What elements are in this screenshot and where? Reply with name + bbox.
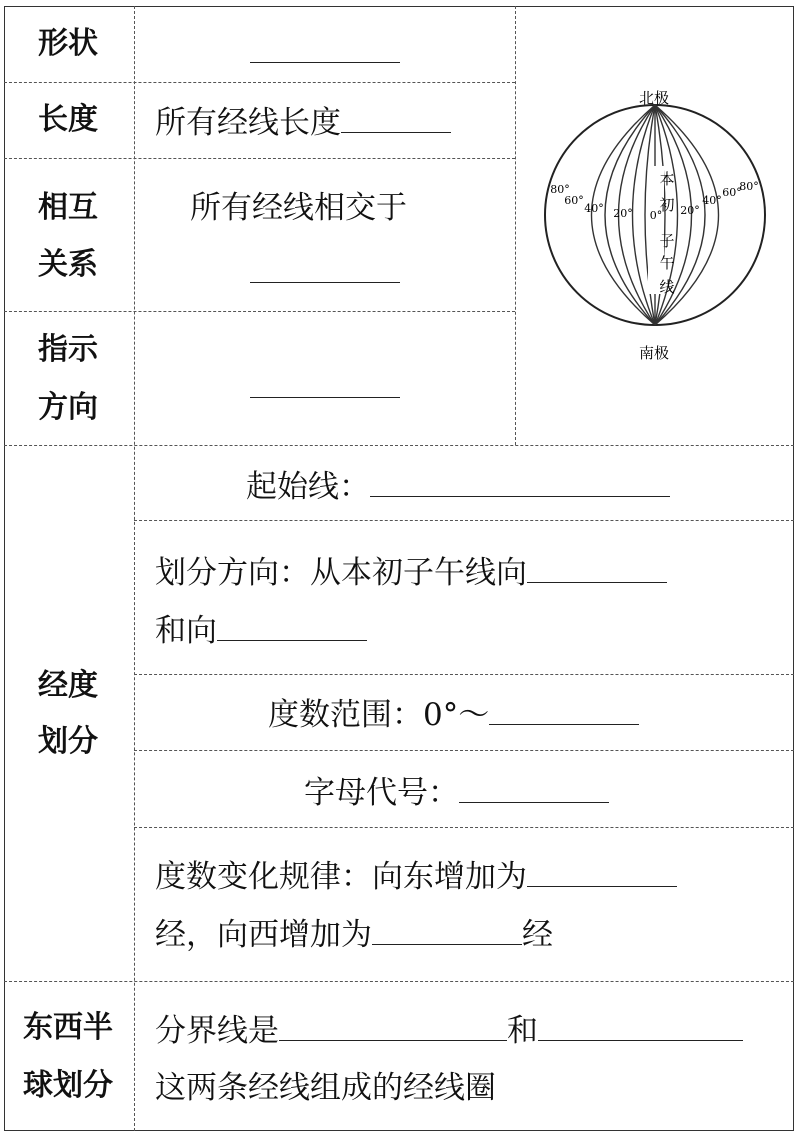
label-hemisphere-line2: 球划分: [23, 1068, 113, 1103]
divide-direction-blank-east[interactable]: [527, 552, 667, 583]
length-text: 所有经线长度: [155, 105, 341, 141]
range-text: 度数范围：0°～: [268, 697, 490, 733]
letter-code-text: 字母代号：: [304, 775, 459, 811]
row-divider: [134, 520, 794, 521]
row-divider: [4, 311, 515, 312]
label-direction-line2: 方向: [38, 390, 98, 425]
hemisphere-text-and: 和: [507, 1013, 538, 1049]
table-border-top: [4, 6, 794, 7]
meridian-char: 本: [659, 170, 675, 188]
divide-direction-blank-west[interactable]: [217, 610, 367, 641]
hemisphere-row: [155, 1010, 743, 1051]
label-column-divider: [134, 6, 135, 1131]
degree-label: 20°: [680, 204, 700, 217]
meridian-char: 子: [659, 232, 675, 250]
table-border-right: [793, 6, 794, 1131]
meridian-char: 午: [659, 254, 675, 272]
label-relation-line2: 关系: [38, 247, 98, 282]
degree-label: 20°: [613, 207, 633, 220]
letter-code-blank[interactable]: [459, 772, 609, 803]
row-divider: [134, 750, 794, 751]
rule-row-2: [155, 914, 553, 955]
letter-code-row: [304, 772, 609, 813]
table-border-left: [4, 6, 5, 1131]
degree-label: 60°: [722, 186, 742, 199]
shape-answer-blank[interactable]: [250, 62, 400, 63]
row-divider: [134, 674, 794, 675]
hemisphere-blank-2[interactable]: [538, 1010, 743, 1041]
label-hemisphere-line1: 东西半: [23, 1010, 113, 1045]
hemisphere-blank-1[interactable]: [279, 1010, 507, 1041]
label-division-line1: 经度: [38, 668, 98, 703]
row-divider: [4, 445, 794, 446]
south-pole-label: 南极: [638, 344, 670, 362]
row-divider: [4, 158, 515, 159]
row-divider: [4, 82, 515, 83]
globe-column-divider: [515, 6, 516, 445]
north-pole-label: 北极: [638, 89, 670, 107]
meridian-char: 初: [659, 196, 675, 214]
degree-label: 60°: [564, 194, 584, 207]
hemisphere-text-2: 这两条经线组成的经线圈: [155, 1070, 496, 1106]
label-division-line2: 划分: [38, 724, 98, 759]
start-line-text: 起始线：: [246, 469, 370, 505]
label-length: 长度: [38, 102, 98, 137]
meridian-char: 线: [659, 278, 675, 296]
rule-east-blank[interactable]: [527, 856, 677, 887]
label-relation-line1: 相互: [38, 190, 98, 225]
degree-label: 40°: [702, 194, 722, 207]
globe-diagram: [520, 80, 790, 370]
row-divider: [134, 827, 794, 828]
start-line-blank[interactable]: [370, 466, 670, 497]
direction-answer-blank[interactable]: [250, 397, 400, 398]
degree-label: 80°: [550, 183, 570, 196]
row-divider: [4, 981, 794, 982]
rule-west-blank[interactable]: [372, 914, 522, 945]
range-blank[interactable]: [489, 694, 639, 725]
rule-text: 度数变化规律：向东增加为: [155, 859, 527, 895]
divide-direction-row-2: [155, 610, 367, 651]
degree-label: 80°: [739, 180, 759, 193]
degree-label: 40°: [584, 202, 604, 215]
label-shape: 形状: [38, 26, 98, 61]
start-line-row: [246, 466, 670, 507]
length-answer-blank[interactable]: [341, 102, 451, 133]
rule-text-3: 经: [522, 917, 553, 953]
hemisphere-text: 分界线是: [155, 1013, 279, 1049]
length-row: [155, 102, 451, 143]
divide-direction-text: 划分方向：从本初子午线向: [155, 555, 527, 591]
rule-text-2: 经，向西增加为: [155, 917, 372, 953]
relation-answer-blank[interactable]: [250, 282, 400, 283]
divide-direction-row: [155, 552, 667, 593]
divide-direction-text-2: 和向: [155, 613, 217, 649]
label-direction-line1: 指示: [38, 332, 98, 367]
table-border-bottom: [4, 1130, 794, 1131]
rule-row: [155, 856, 677, 897]
range-row: [268, 694, 639, 735]
degree-label: 0°: [649, 209, 663, 222]
relation-text: 所有经线相交于: [190, 190, 407, 226]
